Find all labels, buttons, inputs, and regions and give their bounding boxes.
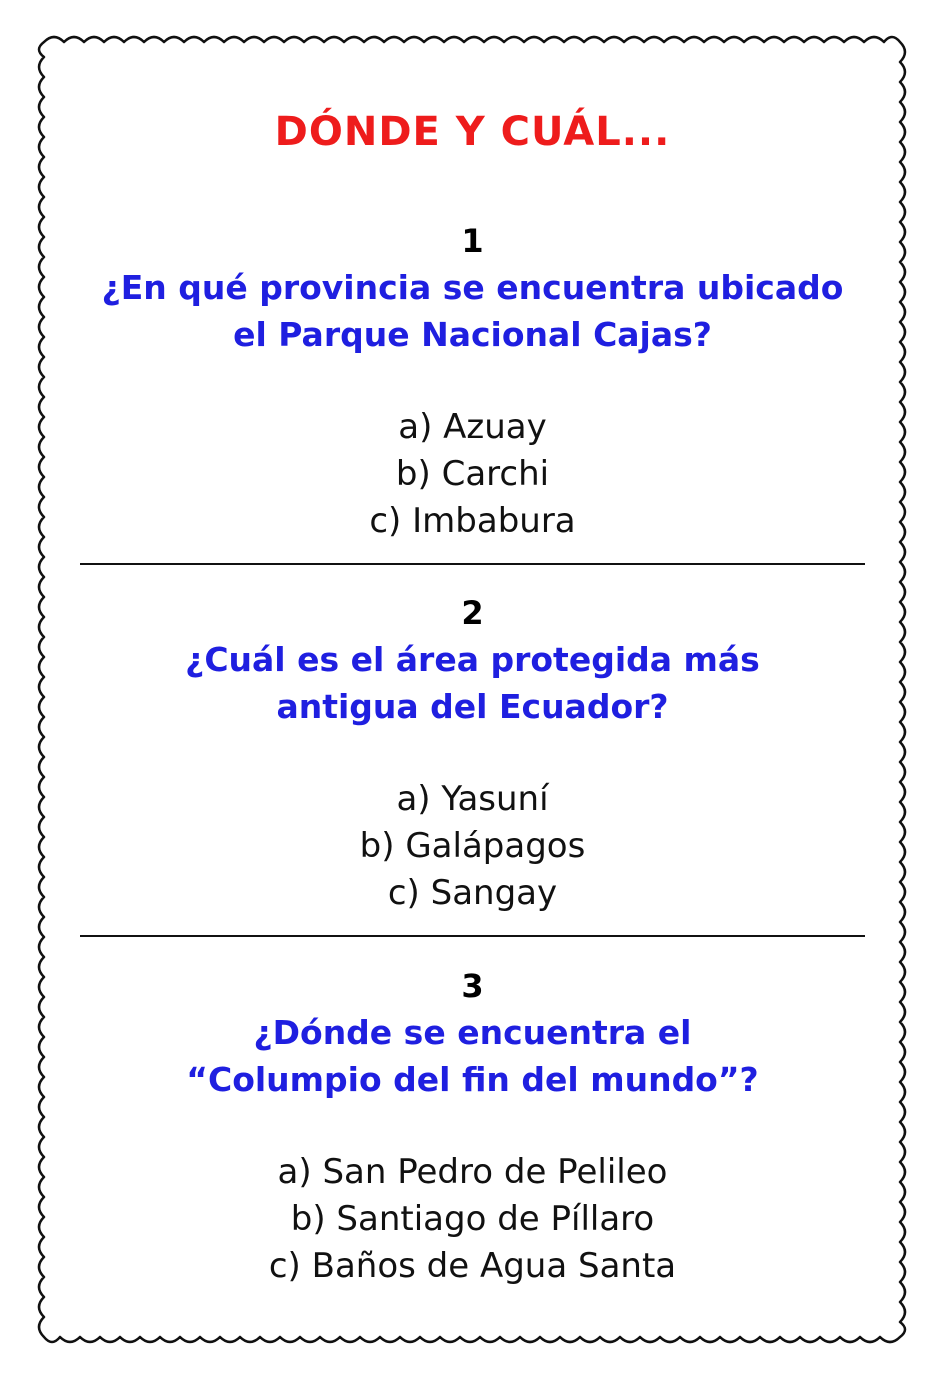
question-number: 3 xyxy=(461,967,484,1005)
question-text-line: ¿Dónde se encuentra el xyxy=(253,1013,692,1052)
answer-option: b) Santiago de Píllaro xyxy=(290,1199,655,1239)
worksheet-title: DÓNDE Y CUÁL... xyxy=(274,109,671,155)
answer-options xyxy=(60,776,885,917)
question-text-line: ¿En qué provincia se encuentra ubicado xyxy=(101,268,844,307)
answer-option: a) Azuay xyxy=(398,407,547,447)
question-block-3 xyxy=(60,963,885,1290)
answer-option: c) Baños de Agua Santa xyxy=(268,1246,677,1286)
answer-options xyxy=(60,404,885,545)
question-block-2 xyxy=(60,590,885,917)
question-number: 1 xyxy=(461,222,484,260)
answer-options xyxy=(60,1149,885,1290)
answer-option: b) Carchi xyxy=(395,454,550,494)
answer-option: a) Yasuní xyxy=(396,779,549,819)
answer-option: c) Sangay xyxy=(387,873,558,913)
question-text-line: el Parque Nacional Cajas? xyxy=(233,315,712,354)
question-text-line: ¿Cuál es el área protegida más xyxy=(185,640,760,679)
question-text-line: antigua del Ecuador? xyxy=(276,687,669,726)
answer-option: c) Imbabura xyxy=(369,501,576,541)
section-divider xyxy=(80,935,865,937)
question-block-1 xyxy=(60,218,885,545)
answer-option: a) San Pedro de Pelileo xyxy=(277,1152,668,1192)
question-number: 2 xyxy=(461,594,484,632)
answer-option: b) Galápagos xyxy=(359,826,586,866)
question-text-line: “Columpio del fin del mundo”? xyxy=(186,1060,759,1099)
section-divider xyxy=(80,563,865,565)
